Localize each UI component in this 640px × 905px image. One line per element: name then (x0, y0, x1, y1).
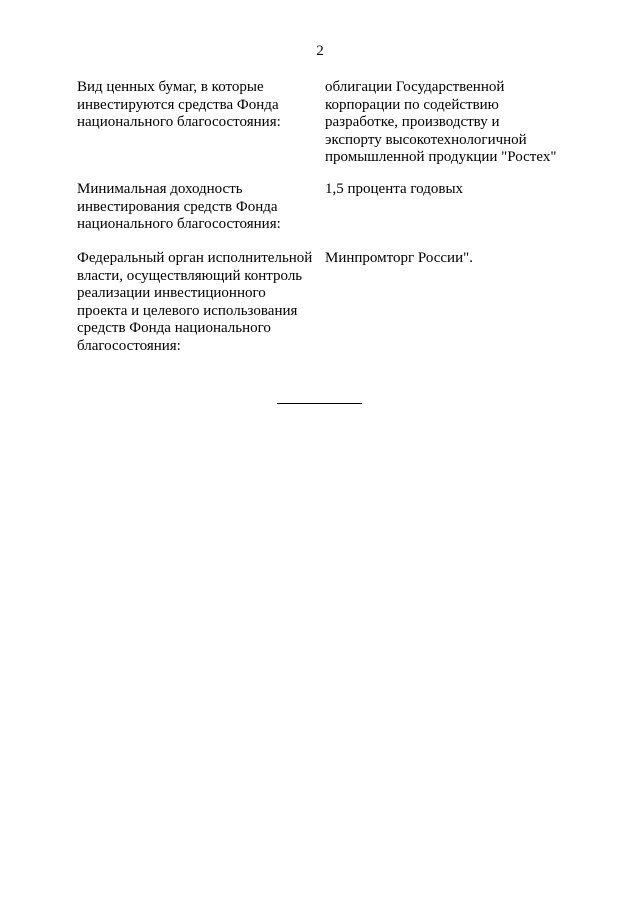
parameter-row-federal-authority (77, 250, 577, 356)
page-number: 2 (316, 43, 324, 59)
end-separator-line (277, 403, 362, 404)
parameter-row-securities-type (77, 79, 577, 167)
parameter-value: облигации Государственной корпорации по содействию разработке, производству и экспорту высокотехнологичной промышленной продукции "Ростех" (325, 79, 557, 166)
parameter-row-minimum-yield (77, 181, 577, 234)
parameter-value: Минпромторг России". (325, 250, 473, 266)
parameter-label: Минимальная доходность инвестирования средств Фонда национального благосостояния: (77, 181, 281, 233)
parameter-label: Вид ценных бумаг, в которые инвестируются средства Фонда национального благосостояния: (77, 79, 281, 131)
parameter-value: 1,5 процента годовых (325, 181, 464, 197)
parameter-label: Федеральный орган исполнительной власти, осуществляющий контроль реализации инвестиционного проекта и целевого использования средств Фонда национального благосостояния: (77, 250, 313, 354)
